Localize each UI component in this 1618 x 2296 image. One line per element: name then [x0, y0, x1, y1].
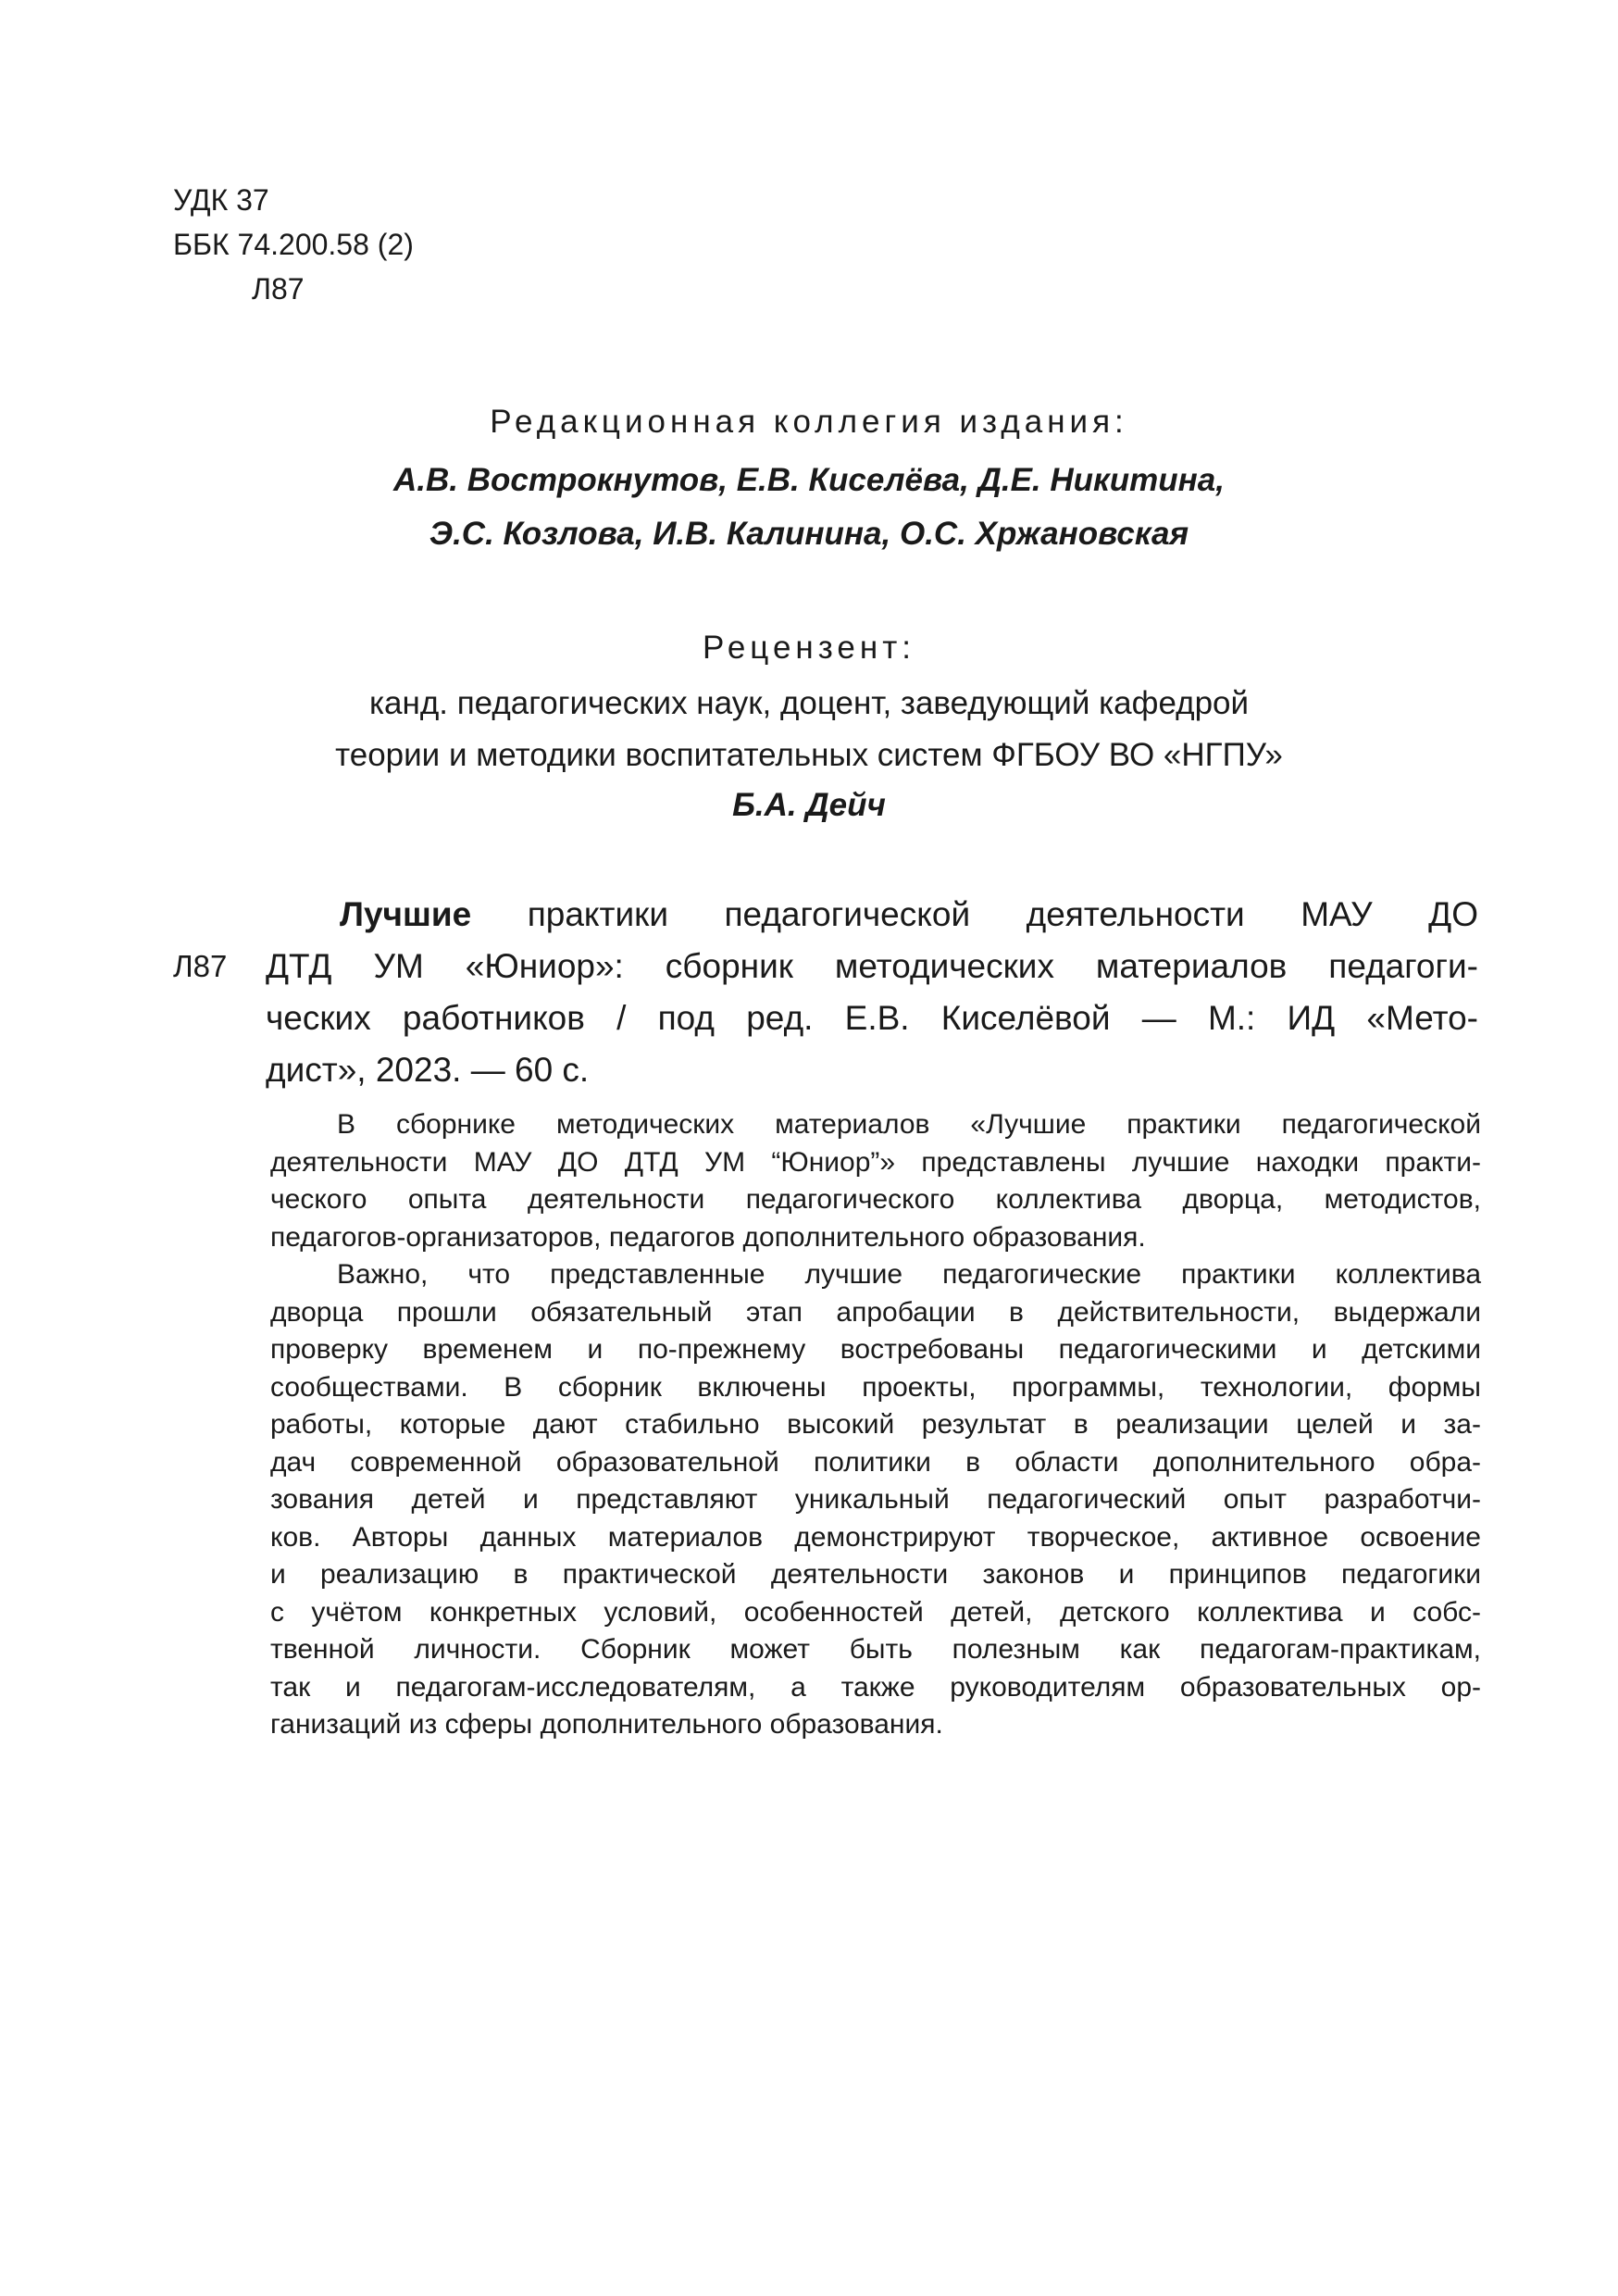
editorial-board-label: Редакционная коллегия издания: — [490, 404, 1128, 440]
reviewer-label: Рецензент: — [703, 630, 915, 666]
reviewer-description-line2: теории и методики воспитательных систем ФГБОУ ВО «НГПУ» — [335, 737, 1283, 773]
udk-code: УДК 37 — [173, 183, 269, 217]
bibliographic-line-4: дист», 2023. — 60 с. — [266, 1051, 590, 1089]
annotation-line: так и педагогам-исследователям, а также руководителям образовательных ор- — [270, 1671, 1481, 1703]
annotation — [270, 1106, 1481, 1744]
bbk-code: ББК 74.200.58 (2) — [173, 228, 414, 261]
author-mark: Л87 — [252, 272, 305, 306]
bibliographic-title-bold: Лучшие — [340, 895, 472, 933]
bibliographic-line-3: ческих работников / под ред. Е.В. Киселёвой — М.: ИД «Мето- — [266, 999, 1478, 1037]
annotation-line: педагогов-организаторов, педагогов дополнительного образования. — [270, 1221, 1146, 1253]
annotation-line: дач современной образовательной политики в области дополнительного обра- — [270, 1446, 1481, 1478]
bibliographic-line-1 — [266, 889, 1478, 941]
bibliographic-line-2: ДТД УМ «Юниор»: сборник методических материалов педагоги- — [266, 947, 1478, 985]
annotation-line: сообществами. В сборник включены проекты, программы, технологии, формы — [270, 1371, 1481, 1403]
reviewer-description-line1: канд. педагогических наук, доцент, заведующий кафедрой — [368, 685, 1250, 721]
annotation-line: Важно, что представленные лучшие педагогические практики коллектива — [337, 1259, 1481, 1290]
annotation-line: деятельности МАУ ДО ДТД УМ “Юниор”» представлены лучшие находки практи- — [270, 1146, 1481, 1178]
bibliographic-record — [266, 889, 1478, 1096]
annotation-line: дворца прошли обязательный этап апробации в действительности, выдержали — [270, 1296, 1481, 1328]
annotation-line: зования детей и представляют уникальный педагогический опыт разработчи- — [270, 1484, 1481, 1515]
annotation-line: с учётом конкретных условий, особенностей детей, детского коллектива и собс- — [270, 1596, 1481, 1628]
editorial-board-names — [0, 454, 1618, 561]
annotation-line: твенной личности. Сборник может быть полезным как педагогам-практикам, — [270, 1634, 1481, 1665]
classification-block — [173, 178, 414, 311]
editorial-board-names-line1: А.В. Вострокнутов, Е.В. Киселёва, Д.Е. Никитина, — [393, 462, 1225, 498]
annotation-line: В сборнике методических материалов «Лучшие практики педагогической — [337, 1109, 1481, 1140]
bibliographic-line-1-rest: практики педагогической деятельности МАУ ДО — [527, 895, 1478, 933]
bibliographic-author-mark: Л87 — [173, 949, 228, 983]
reviewer-name: Б.А. Дейч — [732, 787, 886, 823]
annotation-line: и реализацию в практической деятельности законов и принципов педагогики — [270, 1559, 1481, 1590]
annotation-line: проверку временем и по-прежнему востребованы педагогическими и детскими — [270, 1334, 1481, 1365]
reviewer-description — [0, 678, 1618, 781]
annotation-line: работы, которые дают стабильно высокий результат в реализации целей и за- — [270, 1409, 1481, 1440]
annotation-line: ганизаций из сферы дополнительного образования. — [270, 1709, 943, 1740]
annotation-line: ков. Авторы данных материалов демонстрируют творческое, активное освоение — [270, 1521, 1481, 1553]
editorial-board-names-line2: Э.С. Козлова, И.В. Калинина, О.С. Хржановская — [429, 516, 1189, 552]
annotation-line: ческого опыта деятельности педагогического коллектива дворца, методистов, — [270, 1184, 1481, 1215]
